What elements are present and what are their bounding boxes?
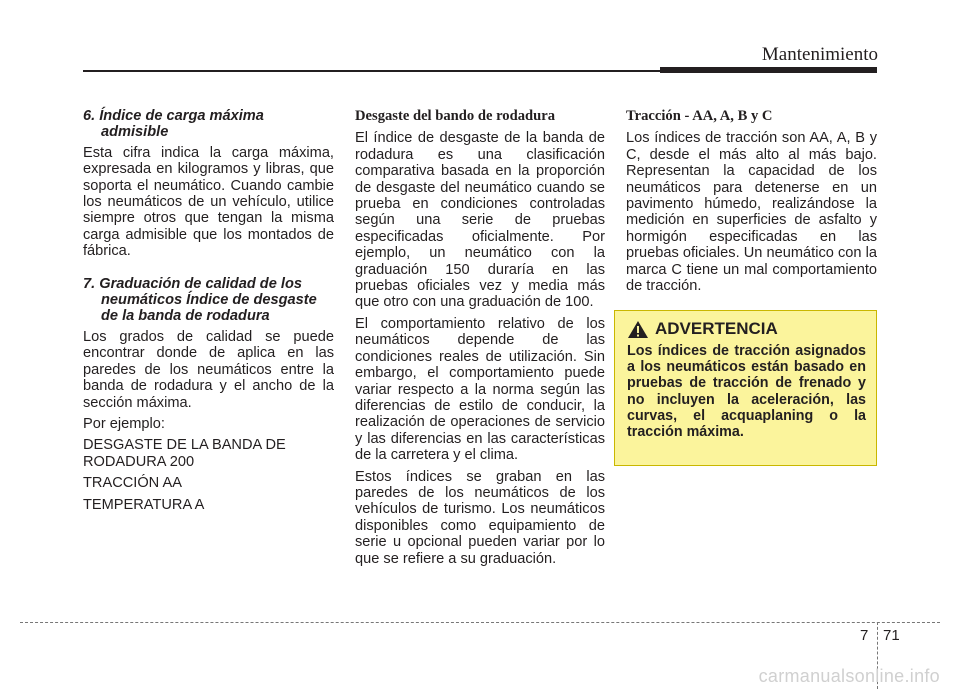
warning-text: Los índices de tracción asignados a los neumáticos están basado en pruebas de tracción de frenado y no incluyen la aceleración, las curvas, el acquaplaning o la tracción máxima. <box>627 343 866 441</box>
example-temperature: TEMPERATURA A <box>83 496 205 513</box>
treadwear-para-2: El comportamiento relativo de los neumáticos depende de las condiciones reales de utilización. Sin embargo, el comportamiento puede variar respecto a la norma según las diferencias de estilo de conducir, la realización de operaciones de servicio y las diferencias en las características de la carretera y el clima. <box>355 315 605 464</box>
example-traction: TRACCIÓN AA <box>83 475 182 492</box>
page-number: 71 <box>883 627 900 644</box>
header-rule <box>83 70 743 72</box>
header-rule-accent <box>660 67 877 73</box>
column-right <box>626 108 877 299</box>
column-left <box>83 108 334 518</box>
item6-text: Esta cifra indica la carga máxima, expresada en kilogramos y libras, que soporta el neumático. Cuando cambie los neumáticos de un vehículo, utilice siempre otros que tengan la misma carga admisible que los montados de fábrica. <box>83 144 334 260</box>
example-label: Por ejemplo: <box>83 415 165 432</box>
traction-heading: Tracción - AA, A, B y C <box>626 108 773 124</box>
warning-header <box>627 319 866 339</box>
column-middle <box>355 108 605 572</box>
chapter-number: 7 <box>860 627 869 644</box>
watermark: carmanualsonline.info <box>758 666 940 686</box>
item6-title: 6. Índice de carga máxima admisible <box>83 108 264 141</box>
warning-box <box>614 310 877 466</box>
warning-triangle-icon <box>627 320 649 339</box>
item7-text: Los grados de calidad se puede encontrar donde de aplica en las paredes de los neumáticos entre la banda de rodadura y el ancho de la sección máxima. <box>83 328 334 411</box>
traction-para: Los índices de tracción son AA, A, B y C, desde el más alto al más bajo. Representan la capacidad de los neumáticos para detenerse en un pavimento húmedo, realizándose la medición en superficies de asfalto y hormigón especificadas en las pruebas oficiales. Un neumático con la marca C tiene un mal comportamiento de tracción. <box>626 130 877 295</box>
footer-rule <box>20 622 940 623</box>
treadwear-para-1: El índice de desgaste de la banda de rodadura es una clasificación comparativa basada en la proporción de desgaste del neumático cuando se prueba en condiciones controladas según una serie de pruebas especificadas oficialmente. Por ejemplo, un neumático con la graduación 150 duraría en las pruebas oficiales vez y media más que otro con una graduación de 100. <box>355 130 605 311</box>
example-tread: DESGASTE DE LA BANDA DE RODADURA 200 <box>83 437 286 470</box>
warning-title: ADVERTENCIA <box>655 319 778 338</box>
treadwear-heading: Desgaste del bando de rodadura <box>355 108 556 124</box>
treadwear-para-3: Estos índices se graban en las paredes de los neumáticos de los vehículos de turismo. Los neumáticos disponibles como equipamiento de serie u opcional pueden variar por lo que se refiere a su graduación. <box>355 468 605 567</box>
section-title: Mantenimiento <box>761 44 878 65</box>
item7-title: 7. Graduación de calidad de los neumáticos Índice de desgaste de la banda de rodadura <box>83 275 317 325</box>
